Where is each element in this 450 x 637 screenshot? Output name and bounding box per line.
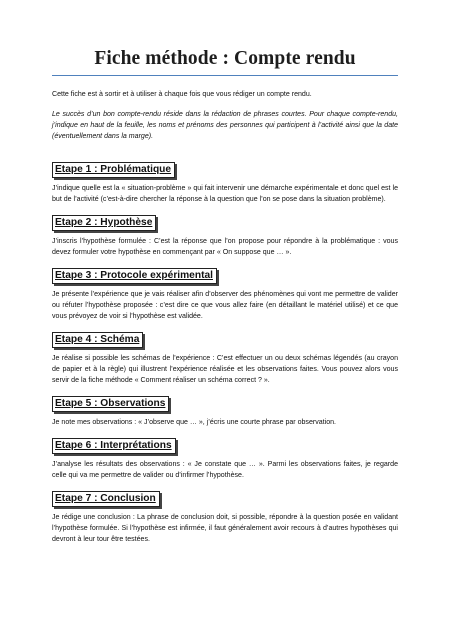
- step-2-title: Etape 2 : Hypothèse: [52, 215, 156, 231]
- step-2-body: J’inscris l’hypothèse formulée : C’est la réponse que l’on propose pour répondre à la problématique : vous devez formuler votre hypothèse en commençant par « On suppose que … ».: [52, 237, 398, 256]
- step-5-title: Etape 5 : Observations: [52, 396, 169, 412]
- step-3: [52, 265, 398, 322]
- step-4-body: Je réalise si possible les schémas de l’expérience : C’est effectuer un ou deux schémas légendés (au crayon de papier et à la règle) qui illustrent l’expérience réalisée et les observations faites. Vous pouvez alors vous servir de la fiche méthode « Comment réaliser un schéma correct ? ».: [52, 354, 398, 384]
- step-6-title: Etape 6 : Interprétations: [52, 438, 176, 454]
- page-title: Fiche méthode : Compte rendu: [52, 48, 398, 76]
- step-1: [52, 159, 398, 205]
- intro-text: Cette fiche est à sortir et à utiliser à chaque fois que vous rédiger un compte rendu.: [52, 91, 312, 98]
- step-5-body: Je note mes observations : « J’observe que … », j’écris une courte phrase par observation.: [52, 418, 336, 426]
- step-1-body: J’indique quelle est la « situation-problème » qui fait intervenir une démarche expérimentale et donc quel est le but de l’activité (c’est-à-dire chercher la réponse à la question que l’on se pose dans la situation problème).: [52, 184, 398, 203]
- step-6-body: J’analyse les résultats des observations : « Je constate que … ». Parmi les observations faites, je regarde celle qui va me permettre de valider ou d’infirmer l’hypothèse.: [52, 460, 398, 479]
- step-6: [52, 435, 398, 481]
- step-3-body: Je présente l’expérience que je vais réaliser afin d’observer des phénomènes qui vont me permettre de valider ou réfuter l’hypothèse proposée : c’est dire ce que vous allez faire (en détaillant le matériel utilisé) et ce que vous prévoyez de voir si l’hypothèse est validée.: [52, 290, 398, 320]
- step-5: [52, 393, 398, 428]
- step-4: [52, 329, 398, 386]
- steps-list: [52, 159, 398, 545]
- note-text: Le succès d’un bon compte-rendu réside dans la rédaction de phrases courtes. Pour chaque compte-rendu, j’indique en haut de la feuille, les noms et prénoms des personnes qui participent à l’activité ainsi que la date (éventuellement dans la marge).: [52, 111, 398, 141]
- step-7: [52, 488, 398, 545]
- step-3-title: Etape 3 : Protocole expérimental: [52, 268, 217, 284]
- step-4-title: Etape 4 : Schéma: [52, 332, 143, 348]
- step-7-body: Je rédige une conclusion : La phrase de conclusion doit, si possible, répondre à la question posée en validant l’hypothèse formulée. Si l’hypothèse est infirmée, il faut généralement avoir recours à d’autres hypothèses qui devront à leur tour être testées.: [52, 513, 398, 543]
- document-page: [52, 48, 398, 552]
- step-2: [52, 212, 398, 258]
- step-1-title: Etape 1 : Problématique: [52, 162, 175, 178]
- step-7-title: Etape 7 : Conclusion: [52, 491, 160, 507]
